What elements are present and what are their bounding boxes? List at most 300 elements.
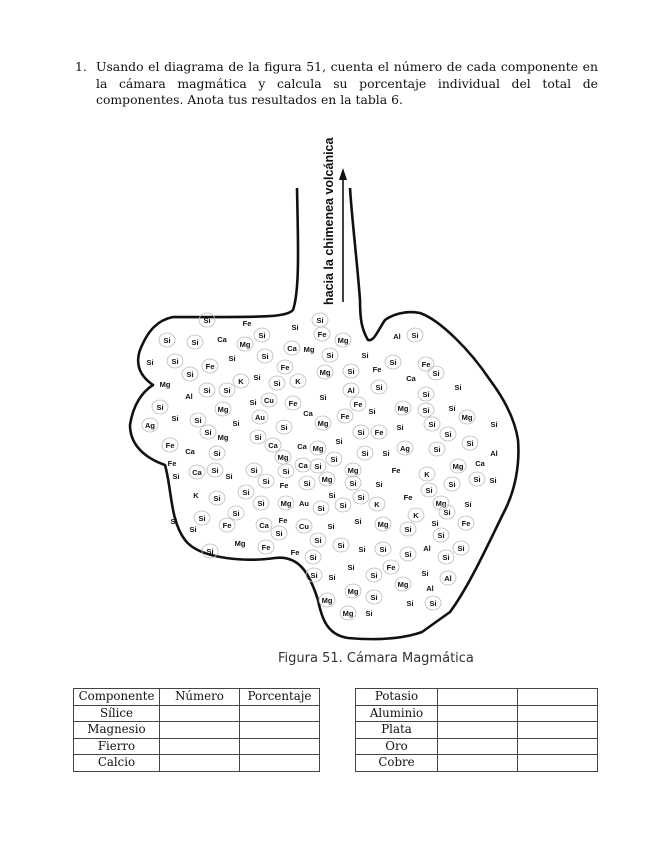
component-symbol: Si [228, 354, 236, 363]
component-symbol: Si [262, 477, 270, 486]
number-cell[interactable] [160, 705, 240, 722]
component-label-fe [285, 396, 301, 410]
component-label-si [313, 501, 329, 515]
component-label-mg [319, 472, 335, 486]
component-label-si [375, 480, 382, 489]
component-label-ca [217, 335, 227, 344]
component-label-mg [310, 441, 326, 455]
component-symbol: Si [473, 475, 481, 484]
component-label-k [233, 374, 249, 388]
component-symbol: Si [347, 367, 355, 376]
component-label-si [228, 506, 244, 520]
component-symbol: Ca [185, 447, 195, 456]
component-symbol: Si [375, 480, 383, 489]
component-label-si [305, 550, 321, 564]
percent-cell[interactable] [240, 705, 320, 722]
arrow-head-icon [339, 168, 347, 180]
component-label-si [368, 407, 375, 416]
component-name: Oro [356, 738, 438, 755]
component-label-si [207, 463, 223, 477]
component-symbol: Si [204, 428, 212, 437]
component-symbol: K [295, 377, 301, 386]
component-label-si [249, 398, 256, 407]
component-label-si [254, 328, 270, 342]
number-cell[interactable] [160, 738, 240, 755]
component-name: Cobre [356, 755, 438, 772]
component-label-si [199, 313, 215, 327]
component-label-mg [375, 517, 391, 531]
component-label-mg [335, 333, 351, 347]
component-symbol: Fe [391, 466, 401, 475]
component-label-ca [256, 518, 272, 532]
component-symbol: Si [442, 553, 450, 562]
component-label-si [159, 333, 175, 347]
component-label-mg [160, 380, 171, 389]
component-symbol: Si [358, 545, 366, 554]
component-symbol: K [374, 500, 380, 509]
component-label-si [326, 452, 342, 466]
component-label-cu [296, 519, 312, 533]
component-label-si [371, 380, 387, 394]
component-symbol: Ca [303, 409, 313, 418]
component-label-fe [258, 540, 274, 554]
component-symbol: Si [428, 420, 436, 429]
component-label-ag [142, 418, 158, 432]
component-label-mg [215, 402, 231, 416]
component-name: Calcio [74, 755, 160, 772]
component-symbol: Si [354, 517, 362, 526]
component-symbol: Fe [461, 519, 471, 528]
number-cell[interactable] [438, 722, 518, 739]
component-label-si [194, 511, 210, 525]
component-symbol: Cu [299, 522, 309, 531]
component-symbol: Si [368, 407, 376, 416]
component-label-si [375, 542, 391, 556]
component-label-mg [459, 410, 475, 424]
component-symbol: Fe [340, 412, 350, 421]
component-name: Magnesio [74, 722, 160, 739]
component-label-ca [185, 447, 195, 456]
component-label-al [490, 449, 498, 458]
component-label-si [238, 485, 254, 499]
component-symbol: Si [232, 419, 240, 428]
component-symbol: Mg [312, 444, 324, 453]
component-symbol: Si [422, 406, 430, 415]
component-symbol: Si [206, 547, 214, 556]
component-label-k [193, 491, 199, 500]
component-label-si [366, 590, 382, 604]
component-label-si [490, 420, 497, 429]
component-symbol: Si [425, 486, 433, 495]
component-label-mg [237, 337, 253, 351]
component-symbol: Si [257, 499, 265, 508]
component-label-si [152, 400, 168, 414]
component-label-ca [475, 459, 485, 468]
component-label-si [327, 522, 334, 531]
results-table-right [355, 688, 598, 772]
component-label-si [400, 522, 416, 536]
component-symbol: Si [448, 480, 456, 489]
component-symbol: Si [191, 338, 199, 347]
component-label-fe [279, 516, 288, 525]
component-label-si [209, 446, 225, 460]
percent-cell[interactable] [240, 722, 320, 739]
component-symbol: Si [223, 386, 231, 395]
component-label-si [358, 545, 365, 554]
component-symbol: Si [146, 358, 154, 367]
component-label-al [393, 332, 401, 341]
component-symbol: Si [291, 323, 299, 332]
component-label-si [431, 519, 438, 528]
component-label-si [278, 464, 294, 478]
component-symbol: Si [189, 525, 197, 534]
component-symbol: Si [335, 437, 343, 446]
component-symbol: Mg [280, 499, 292, 508]
component-symbol: Si [339, 501, 347, 510]
component-label-si [271, 526, 287, 540]
component-label-si [335, 437, 342, 446]
component-symbol: Ca [406, 374, 416, 383]
component-label-fe [373, 365, 382, 374]
component-label-fe [371, 425, 387, 439]
component-label-fe [277, 360, 293, 374]
component-symbol: Mg [435, 499, 447, 508]
component-label-fe [337, 409, 353, 423]
component-name: Aluminio [356, 705, 438, 722]
component-label-si [333, 538, 349, 552]
component-label-fe [383, 560, 399, 574]
component-label-mg [235, 539, 246, 548]
component-symbol: Mg [397, 404, 409, 413]
component-label-si [396, 423, 403, 432]
component-label-si [489, 476, 496, 485]
component-label-fe [162, 438, 178, 452]
number-cell[interactable] [438, 755, 518, 772]
component-symbol: Si [213, 449, 221, 458]
component-label-ca [284, 341, 300, 355]
component-label-si [448, 404, 455, 413]
number-cell[interactable] [160, 755, 240, 772]
component-symbol: Si [432, 369, 440, 378]
component-symbol: Si [310, 571, 318, 580]
component-label-si [276, 420, 292, 434]
component-name: Fierro [74, 738, 160, 755]
component-label-mg [315, 416, 331, 430]
table-row [74, 722, 320, 739]
percent-cell[interactable] [518, 738, 598, 755]
component-label-si [385, 355, 401, 369]
component-label-si [219, 383, 235, 397]
component-label-fe [280, 481, 289, 490]
component-symbol: Ca [259, 521, 269, 530]
component-symbol: Fe [278, 516, 288, 525]
component-label-si [258, 474, 274, 488]
component-symbol: Mg [342, 609, 354, 618]
component-label-si [269, 376, 285, 390]
component-symbol: Fe [290, 548, 300, 557]
component-label-si [170, 517, 177, 526]
figure-caption: Figura 51. Cámara Magmática [278, 651, 474, 666]
component-symbol: Mg [461, 413, 473, 422]
component-symbol: Si [258, 331, 266, 340]
component-symbol: Ag [145, 421, 155, 430]
component-symbol: Si [314, 462, 322, 471]
component-symbol: Al [490, 449, 498, 458]
component-symbol: Si [172, 472, 180, 481]
component-symbol: Si [433, 445, 441, 454]
component-label-au [252, 410, 268, 424]
component-label-si [418, 403, 434, 417]
component-symbol: Si [349, 479, 357, 488]
component-symbol: Fe [205, 362, 215, 371]
component-label-mg [395, 401, 411, 415]
percent-cell[interactable] [518, 755, 598, 772]
component-symbol: Al [347, 386, 355, 395]
component-symbol: Al [444, 574, 452, 583]
component-symbol: Si [457, 544, 465, 553]
component-label-si [357, 446, 373, 460]
table-row [356, 705, 598, 722]
component-label-si [353, 425, 369, 439]
component-label-mg [218, 433, 229, 442]
component-symbol: Si [163, 336, 171, 345]
component-symbol: Si [454, 383, 462, 392]
component-label-si [462, 436, 478, 450]
percent-cell[interactable] [518, 705, 598, 722]
component-symbol: Cu [264, 396, 274, 405]
component-label-si [228, 354, 235, 363]
component-symbol: Si [156, 403, 164, 412]
component-symbol: Si [203, 386, 211, 395]
component-symbol: Fe [167, 459, 177, 468]
component-symbol: Al [185, 392, 193, 401]
component-label-si [354, 517, 361, 526]
component-label-fe [350, 397, 366, 411]
component-label-fe [392, 466, 401, 475]
component-symbol: Mg [277, 453, 289, 462]
component-symbol: Mg [321, 475, 333, 484]
component-symbol: Si [382, 449, 390, 458]
number-cell[interactable] [438, 738, 518, 755]
component-label-si [199, 383, 215, 397]
percent-cell[interactable] [518, 689, 598, 706]
component-label-fe [458, 516, 474, 530]
header-porcentaje: Porcentaje [240, 689, 320, 706]
component-label-k [290, 374, 306, 388]
component-labels [142, 313, 498, 620]
component-label-si [299, 476, 315, 490]
component-symbol: K [424, 470, 430, 479]
component-symbol: Si [361, 449, 369, 458]
component-symbol: Al [426, 584, 434, 593]
component-label-mg [340, 606, 356, 620]
component-symbol: Si [309, 553, 317, 562]
component-label-ca [295, 458, 311, 472]
component-name: Potasio [356, 689, 438, 706]
component-symbol: Au [299, 499, 309, 508]
header-numero: Número [160, 689, 240, 706]
component-label-si [425, 596, 441, 610]
number-cell[interactable] [438, 705, 518, 722]
component-label-al [440, 571, 456, 585]
component-symbol: Si [429, 599, 437, 608]
component-symbol: Au [255, 413, 265, 422]
component-symbol: Si [379, 545, 387, 554]
table-row [356, 689, 598, 706]
component-symbol: Si [437, 531, 445, 540]
component-symbol: Mg [347, 466, 359, 475]
component-symbol: Fe [353, 400, 363, 409]
component-symbol: Fe [372, 365, 382, 374]
table-row [356, 738, 598, 755]
component-symbol: Si [370, 571, 378, 580]
component-label-si [291, 323, 298, 332]
component-symbol: Mg [347, 587, 359, 596]
component-symbol: Ca [217, 335, 227, 344]
component-symbol: Si [389, 358, 397, 367]
component-label-si [361, 351, 368, 360]
component-symbol: Si [347, 563, 355, 572]
percent-cell[interactable] [518, 722, 598, 739]
component-label-si [464, 500, 471, 509]
component-symbol: Fe [261, 543, 271, 552]
component-symbol: Si [464, 500, 472, 509]
component-label-mg [319, 593, 335, 607]
component-label-ag [397, 441, 413, 455]
component-symbol: K [238, 377, 244, 386]
component-symbol: Mg [303, 345, 315, 354]
component-label-k [369, 497, 385, 511]
component-label-mg [304, 345, 315, 354]
arrow-label: hacia la chimenea volcánica [322, 137, 336, 305]
component-name: Sílice [74, 705, 160, 722]
component-symbol: Ag [400, 444, 410, 453]
component-label-si [246, 463, 262, 477]
component-label-si [209, 491, 225, 505]
component-symbol: Ca [287, 344, 297, 353]
component-label-mg [278, 496, 294, 510]
component-label-si [232, 419, 239, 428]
table-row [74, 738, 320, 755]
component-symbol: Si [490, 420, 498, 429]
component-label-si [418, 387, 434, 401]
component-symbol: Si [261, 352, 269, 361]
component-symbol: Si [330, 455, 338, 464]
component-label-si [190, 413, 206, 427]
component-symbol: Fe [165, 441, 175, 450]
percent-cell[interactable] [240, 738, 320, 755]
component-label-si [253, 496, 269, 510]
component-label-ca [265, 438, 281, 452]
component-symbol: Si [370, 593, 378, 602]
component-label-si [225, 472, 232, 481]
component-symbol: Si [198, 514, 206, 523]
question-number: 1. [75, 59, 87, 74]
component-label-si [250, 430, 266, 444]
question-text: Usando el diagrama de la figura 51, cuenta el número de cada componente en la cámara magmática y calcula su porcentaje individual del total de componentes. Anota tus resultados en la tabla 6. [96, 59, 598, 107]
component-symbol: Si [250, 466, 258, 475]
component-label-ca [406, 374, 416, 383]
component-label-cu [261, 393, 277, 407]
component-label-si [421, 569, 428, 578]
component-name: Plata [356, 722, 438, 739]
component-label-si [343, 364, 359, 378]
component-label-si [469, 472, 485, 486]
component-label-al [423, 544, 431, 553]
component-label-si [440, 427, 456, 441]
component-symbol: Si [275, 529, 283, 538]
component-symbol: Si [422, 390, 430, 399]
number-cell[interactable] [438, 689, 518, 706]
component-symbol: Fe [403, 493, 413, 502]
component-symbol: Si [211, 466, 219, 475]
component-symbol: Mg [397, 580, 409, 589]
component-symbol: Mg [317, 419, 329, 428]
component-label-si [171, 414, 178, 423]
component-symbol: Ca [297, 442, 307, 451]
component-symbol: Ca [475, 459, 485, 468]
component-label-si [335, 498, 351, 512]
percent-cell[interactable] [240, 755, 320, 772]
component-symbol: Si [194, 416, 202, 425]
component-label-si [353, 490, 369, 504]
results-table-left [73, 688, 320, 772]
component-symbol: Si [242, 488, 250, 497]
component-label-si [310, 533, 326, 547]
component-label-al [343, 383, 359, 397]
component-label-k [419, 467, 435, 481]
component-label-fe [404, 493, 413, 502]
component-symbol: Mg [319, 368, 331, 377]
component-symbol: K [413, 511, 419, 520]
component-symbol: Si [421, 569, 429, 578]
component-symbol: Si [448, 404, 456, 413]
component-symbol: Si [316, 316, 324, 325]
component-label-ca [297, 442, 307, 451]
component-symbol: Al [393, 332, 401, 341]
component-label-si [257, 349, 273, 363]
table-row [74, 755, 320, 772]
component-label-si [182, 367, 198, 381]
component-symbol: Ca [268, 441, 278, 450]
component-label-si [407, 328, 423, 342]
component-symbol: Si [314, 536, 322, 545]
component-label-si [200, 425, 216, 439]
component-label-fe [291, 548, 300, 557]
component-label-si [365, 609, 372, 618]
component-label-si [429, 442, 445, 456]
component-symbol: Si [249, 398, 257, 407]
component-label-si [347, 563, 354, 572]
component-label-si [438, 550, 454, 564]
component-label-si [172, 472, 179, 481]
component-symbol: Ca [298, 461, 308, 470]
component-label-k [408, 508, 424, 522]
component-symbol: Mg [234, 539, 246, 548]
component-symbol: Mg [377, 520, 389, 529]
component-label-si [253, 373, 260, 382]
component-label-si [167, 354, 183, 368]
number-cell[interactable] [160, 722, 240, 739]
component-symbol: Si [186, 370, 194, 379]
component-symbol: Si [326, 351, 334, 360]
component-symbol: Si [319, 393, 327, 402]
component-symbol: Si [466, 439, 474, 448]
component-symbol: Si [317, 504, 325, 513]
component-symbol: Fe [288, 399, 298, 408]
component-symbol: Si [365, 609, 373, 618]
component-symbol: Si [171, 414, 179, 423]
